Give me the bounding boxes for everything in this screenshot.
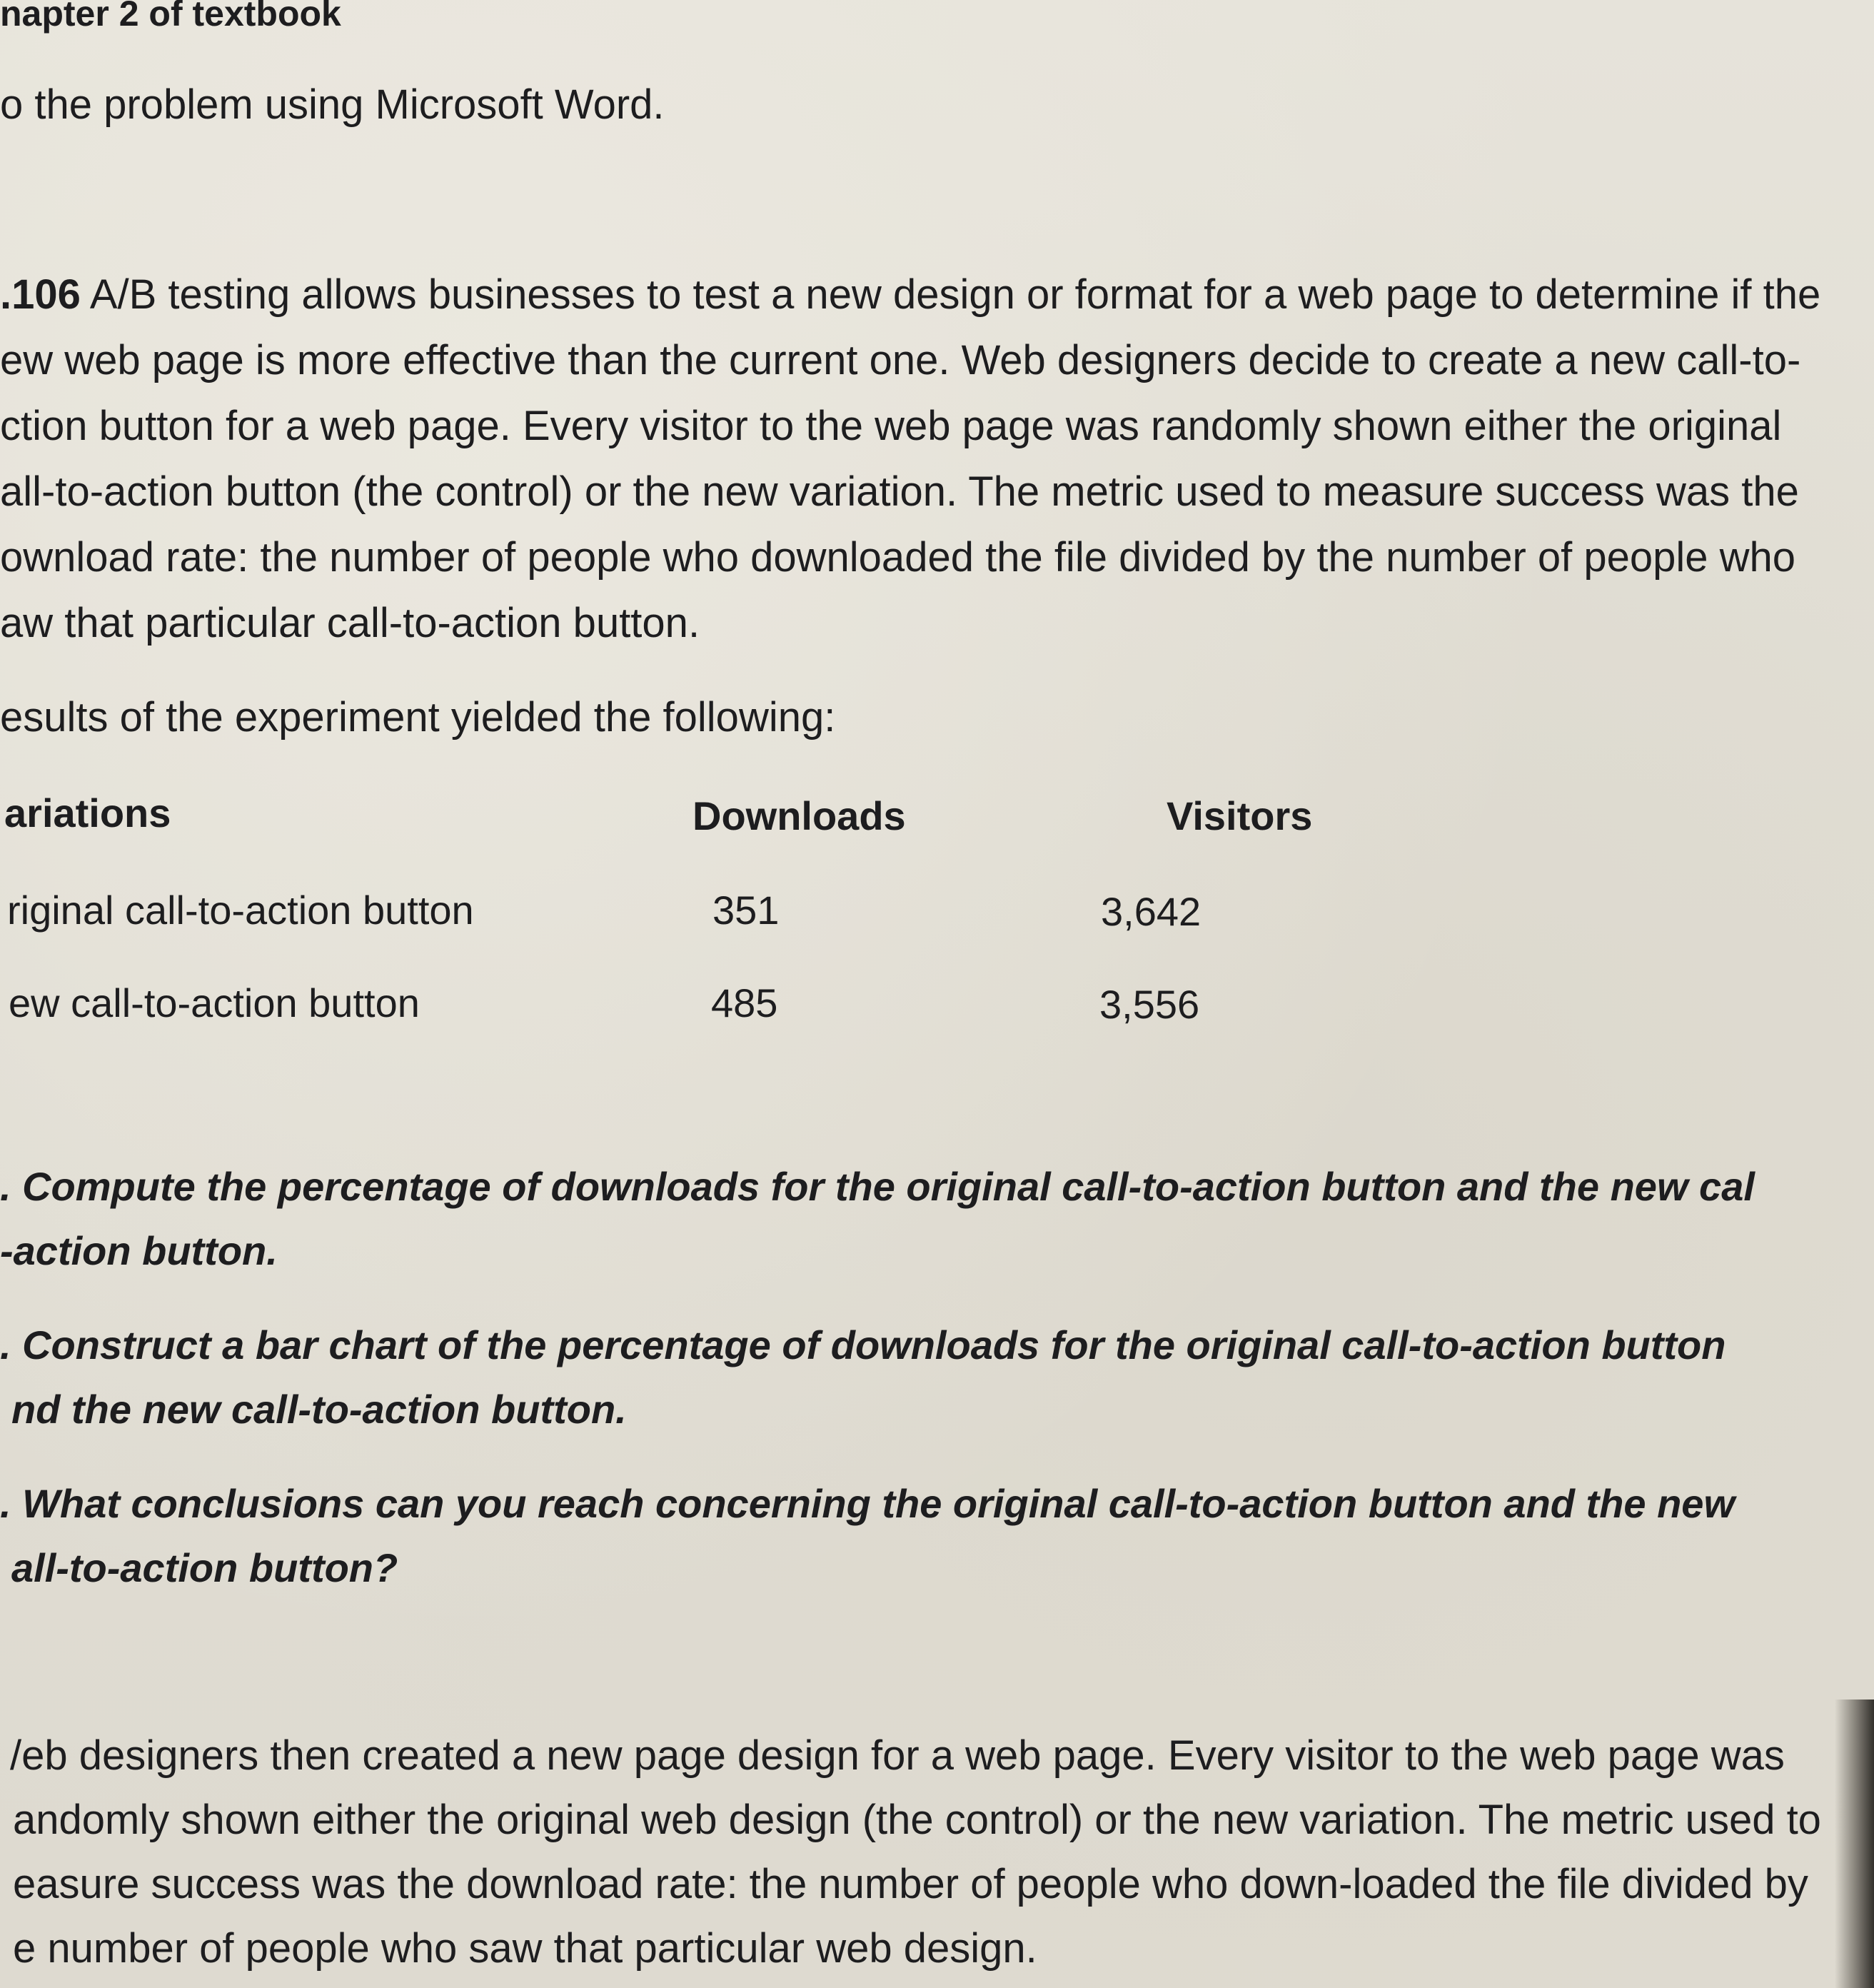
problem-line-3: ction button for a web page. Every visitor to the web page was randomly shown either the original xyxy=(0,403,1782,449)
followup-line-1: /eb designers then created a new page design for a web page. Every visitor to the web page was xyxy=(10,1732,1785,1779)
table-cell-visitors: 3,642 xyxy=(1101,889,1202,934)
question-b-line-1: . Construct a bar chart of the percentage of downloads for the original call-to-action button xyxy=(0,1322,1726,1367)
problem-line-2: ew web page is more effective than the current one. Web designers decide to create a new call-to- xyxy=(0,337,1801,383)
problem-line-5: ownload rate: the number of people who downloaded the file divided by the number of people who xyxy=(0,534,1796,581)
followup-line-3: easure success was the download rate: the number of people who down-loaded the file divided by xyxy=(13,1861,1808,1907)
problem-line-4: all-to-action button (the control) or the new variation. The metric used to measure success was the xyxy=(0,468,1799,515)
table-cell-variation: ew call-to-action button xyxy=(9,980,420,1025)
problem-line-1-text: A/B testing allows businesses to test a new design or format for a web page to determine if the xyxy=(89,271,1821,318)
followup-line-4: e number of people who saw that particular web design. xyxy=(13,1925,1037,1972)
question-a-line-1: . Compute the percentage of downloads for the original call-to-action button and the new cal xyxy=(0,1164,1755,1209)
question-a-line-2: -action button. xyxy=(0,1228,278,1273)
page-edge-shadow xyxy=(1835,1700,1874,1988)
problem-number: .106 xyxy=(0,271,81,318)
table-cell-downloads: 351 xyxy=(712,888,780,933)
problem-line-6: aw that particular call-to-action button. xyxy=(0,600,700,646)
question-c-line-1: . What conclusions can you reach concerning the original call-to-action button and the new xyxy=(0,1481,1736,1526)
column-header-visitors: Visitors xyxy=(1167,793,1313,838)
instruction-line: o the problem using Microsoft Word. xyxy=(0,81,665,128)
table-cell-variation: riginal call-to-action button xyxy=(7,888,474,933)
followup-line-2: andomly shown either the original web design (the control) or the new variation. The metric used to xyxy=(13,1797,1821,1843)
question-c-line-2: all-to-action button? xyxy=(11,1545,398,1590)
results-intro: esults of the experiment yielded the following: xyxy=(0,694,836,741)
column-header-variations: ariations xyxy=(4,790,171,835)
problem-line-1 xyxy=(0,271,1821,318)
chapter-heading: napter 2 of textbook xyxy=(0,0,341,34)
table-cell-visitors: 3,556 xyxy=(1099,982,1200,1027)
table-cell-downloads: 485 xyxy=(711,980,778,1025)
question-b-line-2: nd the new call-to-action button. xyxy=(11,1387,627,1432)
column-header-downloads: Downloads xyxy=(692,793,906,838)
